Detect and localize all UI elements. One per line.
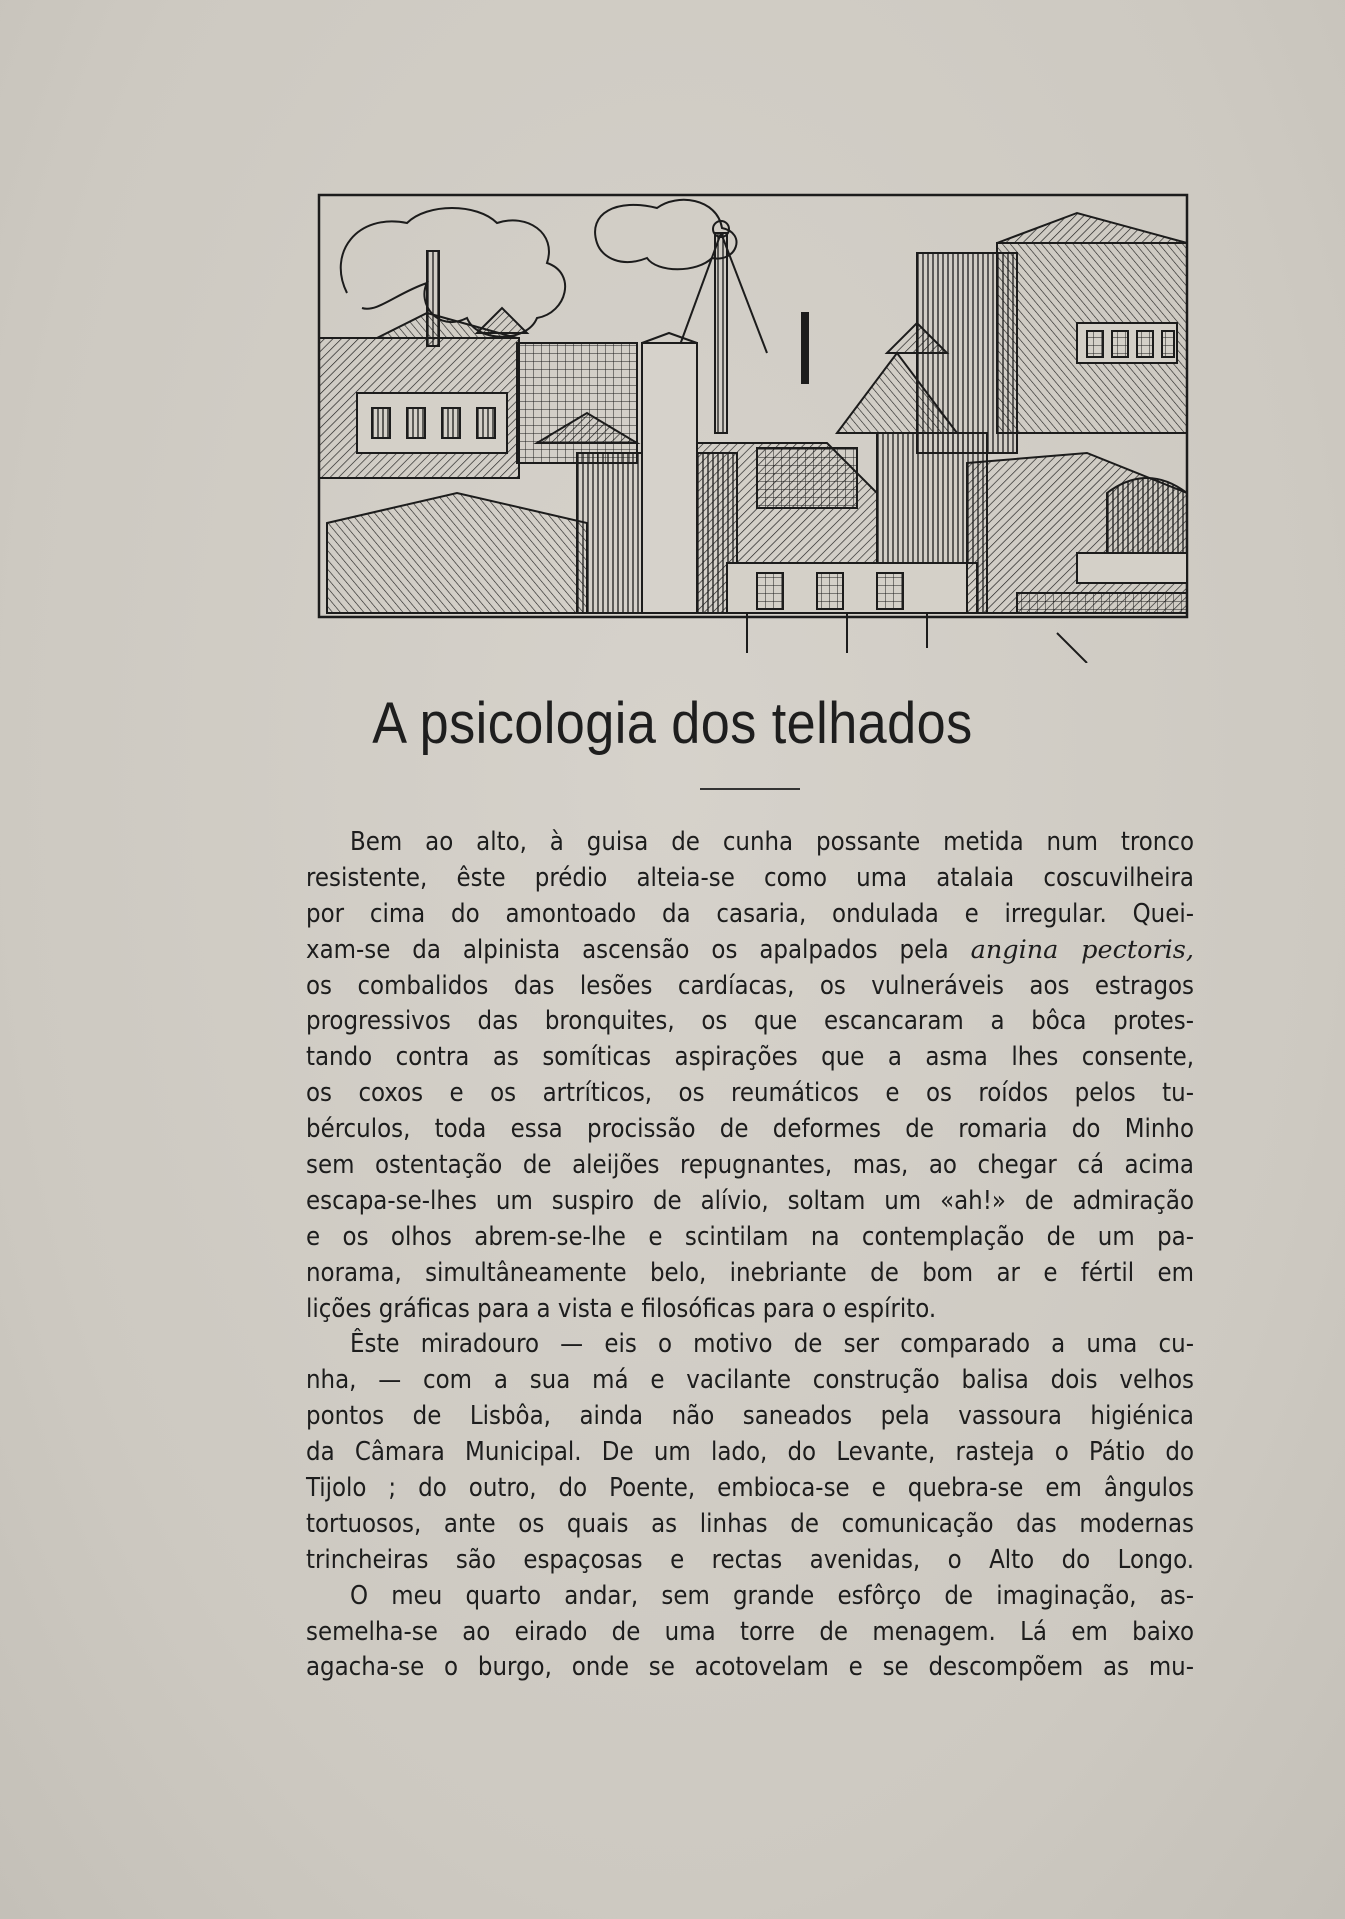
text-line: O meu quarto andar, sem grande esfôrço de imaginação, as- [350,1580,1194,1611]
text-line: Êste miradouro — eis o motivo de ser comparado a uma cu- [350,1329,1194,1360]
text-line: da Câmara Municipal. De um lado, do Levante, rasteja o Pátio do [306,1437,1194,1468]
paragraph-3 [306,1579,1194,1687]
text-line: e os olhos abrem-se-lhe e scintilam na contemplação de um pa- [306,1221,1194,1252]
text-line: os combalidos das lesões cardíacas, os vulneráveis aos estragos [306,970,1194,1001]
text-line: lições gráficas para a vista e filosóficas para o espírito. [306,1293,937,1324]
text-line: tortuosos, ante os quais as linhas de comunicação das modernas [306,1508,1194,1539]
text-line: bérculos, toda essa procissão de deformes de romaria do Minho [306,1114,1194,1145]
text-line: sem ostentação de aleijões repugnantes, mas, ao chegar cá acima [306,1150,1194,1181]
paragraph-1 [306,825,1194,1327]
text-line: Tijolo ; do outro, do Poente, embioca-se e quebra-se em ângulos [306,1473,1194,1504]
text-line [306,933,1194,969]
text-line: tando contra as somíticas aspirações que a asma lhes consente, [306,1042,1194,1073]
body-text [306,825,1194,1686]
text-line: por cima do amontoado da casaria, ondulada e irregular. Quei- [306,898,1194,929]
text-line: os coxos e os artríticos, os reumáticos e os roídos pelos tu- [306,1078,1194,1109]
text-segment: xam-se da alpinista ascensão os apalpados pela [306,934,971,965]
text-line: semelha-se ao eirado de uma torre de menagem. Lá em baixo [306,1616,1194,1647]
text-line: resistente, êste prédio alteia-se como uma atalaia coscuvilheira [306,862,1194,893]
rooftops-illustration [317,193,1189,663]
italic-term: angina pectoris, [970,934,1194,965]
text-line: agacha-se o burgo, onde se acotovelam e se descompõem as mu- [306,1652,1194,1683]
text-line: norama, simultâneamente belo, inebriante de bom ar e fértil em [306,1257,1194,1288]
text-line: nha, — com a sua má e vacilante construção balisa dois velhos [306,1365,1194,1396]
text-line: progressivos das bronquites, os que escancaram a bôca protes- [306,1006,1194,1037]
paragraph-2 [306,1327,1194,1578]
text-line: trincheiras são espaçosas e rectas avenidas, o Alto do Longo. [306,1544,1194,1575]
text-line: pontos de Lisbôa, ainda não saneados pela vassoura higiénica [306,1401,1194,1432]
chapter-title: A psicologia dos telhados [372,691,973,756]
text-line: escapa-se-lhes um suspiro de alívio, soltam um «ah!» de admiração [306,1185,1194,1216]
text-line: Bem ao alto, à guisa de cunha possante metida num tronco [350,827,1194,857]
title-divider [700,788,800,790]
